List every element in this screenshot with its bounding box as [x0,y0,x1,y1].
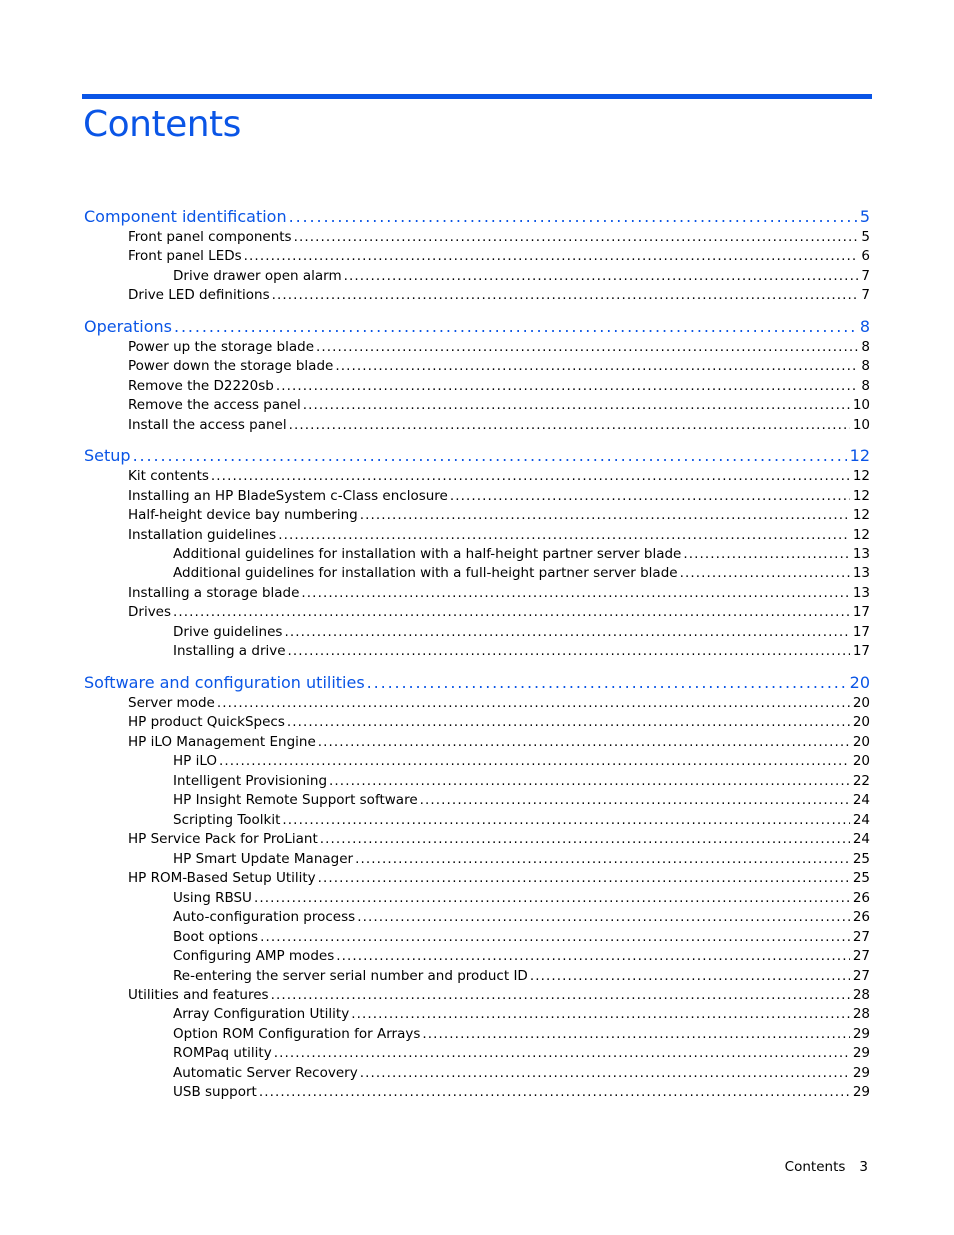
toc-section-entry[interactable] [173,812,870,830]
toc-entry-title: Front panel LEDs [128,248,242,264]
toc-dot-leader [320,831,850,847]
toc-entry-title: Configuring AMP modes [173,948,335,964]
toc-entry-title: Drive drawer open alarm [173,268,342,284]
toc-entry-page: 24 [852,812,870,828]
toc-section-entry[interactable] [173,851,870,869]
toc-entry-title: Power up the storage blade [128,339,315,355]
toc-entry-title: Server mode [128,695,215,711]
toc-entry-page: 5 [861,229,870,245]
toc-section-entry[interactable] [128,527,870,545]
toc-section-entry[interactable] [128,287,870,305]
toc-section-entry[interactable] [173,1026,870,1044]
toc-dot-leader [420,792,850,808]
toc-dot-leader [244,248,859,264]
toc-section-entry[interactable] [128,248,870,266]
toc-chapter-entry[interactable] [84,446,870,466]
toc-entry-title: Additional guidelines for installation with a half-height partner server blade [173,546,682,562]
toc-entry-page: 24 [852,831,870,847]
toc-entry-title: Utilities and features [128,987,269,1003]
toc-dot-leader [301,585,849,601]
toc-entry-page: 20 [852,695,870,711]
toc-section-entry[interactable] [173,792,870,810]
toc-entry-title: Remove the access panel [128,397,301,413]
toc-dot-leader [355,851,850,867]
toc-section-entry[interactable] [173,968,870,986]
toc-dot-leader [530,968,850,984]
toc-section-entry[interactable] [128,339,870,357]
toc-entry-title: Operations [84,317,172,336]
toc-entry-page: 7 [861,268,870,284]
toc-dot-leader [318,734,850,750]
toc-entry-title: Auto-configuration process [173,909,356,925]
toc-section-entry[interactable] [128,488,870,506]
toc-entry-title: Intelligent Provisioning [173,773,328,789]
toc-entry-title: Setup [84,446,131,465]
toc-dot-leader [357,909,850,925]
toc-dot-leader [173,604,850,620]
toc-entry-page: 28 [852,1006,870,1022]
toc-entry-page: 26 [852,909,870,925]
toc-section-entry[interactable] [128,585,870,603]
toc-entry-title: Installing a drive [173,643,286,659]
toc-entry-title: Installation guidelines [128,527,277,543]
toc-dot-leader [422,1026,849,1042]
toc-entry-title: Drive guidelines [173,624,283,640]
toc-dot-leader [133,446,847,465]
toc-dot-leader [289,207,857,226]
toc-section-entry[interactable] [128,358,870,376]
toc-entry-page: 27 [852,968,870,984]
toc-section-entry[interactable] [128,417,870,435]
toc-entry-page: 5 [859,207,870,226]
toc-entry-page: 13 [852,565,870,581]
toc-entry-title: Power down the storage blade [128,358,334,374]
toc-section-entry[interactable] [128,695,870,713]
toc-entry-title: Array Configuration Utility [173,1006,350,1022]
toc-entry-page: 13 [852,585,870,601]
toc-section-entry[interactable] [173,773,870,791]
toc-dot-leader [318,870,850,886]
toc-section-entry[interactable] [173,624,870,642]
toc-section-entry[interactable] [128,714,870,732]
toc-entry-page: 17 [852,624,870,640]
toc-entry-title: Component identification [84,207,287,226]
toc-entry-title: Option ROM Configuration for Arrays [173,1026,421,1042]
toc-entry-title: Remove the D2220sb [128,378,274,394]
toc-dot-leader [254,890,850,906]
footer-page-number: 3 [859,1159,868,1175]
toc-section-entry[interactable] [128,378,870,396]
toc-entry-title: USB support [173,1084,257,1100]
toc-section-entry[interactable] [173,890,870,908]
toc-section-entry[interactable] [128,397,870,415]
toc-section-entry[interactable] [173,753,870,771]
toc-entry-page: 8 [861,378,870,394]
toc-entry-title: HP iLO Management Engine [128,734,316,750]
toc-section-entry[interactable] [173,1084,870,1102]
toc-entry-title: Drive LED definitions [128,287,270,303]
toc-entry-page: 20 [852,714,870,730]
toc-dot-leader [360,507,850,523]
toc-entry-page: 27 [852,948,870,964]
toc-dot-leader [351,1006,850,1022]
toc-dot-leader [276,378,859,394]
toc-dot-leader [303,397,850,413]
toc-entry-page: 12 [852,527,870,543]
toc-dot-leader [288,643,850,659]
toc-entry-title: Scripting Toolkit [173,812,281,828]
toc-entry-page: 7 [861,287,870,303]
toc-section-entry[interactable] [173,565,870,583]
toc-entry-page: 17 [852,604,870,620]
toc-entry-page: 6 [861,248,870,264]
toc-entry-title: Additional guidelines for installation with a full-height partner server blade [173,565,678,581]
toc-entry-page: 20 [852,734,870,750]
toc-section-entry[interactable] [128,468,870,486]
toc-entry-title: Installing a storage blade [128,585,300,601]
toc-entry-title: HP iLO [173,753,218,769]
toc-entry-page: 8 [861,339,870,355]
toc-section-entry[interactable] [173,546,870,564]
toc-dot-leader [282,812,849,828]
toc-entry-title: HP Insight Remote Support software [173,792,418,808]
toc-entry-page: 29 [852,1084,870,1100]
toc-entry-page: 29 [852,1045,870,1061]
toc-entry-page: 27 [852,929,870,945]
toc-entry-page: 10 [852,417,870,433]
toc-entry-title: HP Smart Update Manager [173,851,354,867]
toc-entry-title: Front panel components [128,229,292,245]
toc-dot-leader [683,546,849,562]
toc-entry-page: 17 [852,643,870,659]
toc-entry-title: Automatic Server Recovery [173,1065,358,1081]
toc-section-entry[interactable] [128,987,870,1005]
toc-entry-page: 12 [852,488,870,504]
toc-entry-title: Install the access panel [128,417,287,433]
toc-dot-leader [680,565,850,581]
toc-dot-leader [284,624,849,640]
toc-section-entry[interactable] [128,734,870,752]
toc-dot-leader [260,929,850,945]
toc-section-entry[interactable] [173,948,870,966]
toc-entry-page: 22 [852,773,870,789]
toc-entry-title: ROMPaq utility [173,1045,272,1061]
toc-section-entry[interactable] [173,909,870,927]
toc-entry-page: 12 [852,507,870,523]
page-title: Contents [83,104,241,145]
toc-dot-leader [271,987,850,1003]
toc-section-entry[interactable] [128,507,870,525]
toc-entry-title: Re-entering the server serial number and product ID [173,968,528,984]
page-footer [785,1159,868,1175]
toc-dot-leader [336,948,850,964]
toc-dot-leader [329,773,850,789]
toc-entry-page: 24 [852,792,870,808]
toc-dot-leader [274,1045,850,1061]
toc-dot-leader [294,229,859,245]
toc-dot-leader [367,673,847,692]
toc-entry-page: 26 [852,890,870,906]
toc-section-entry[interactable] [173,643,870,661]
toc-dot-leader [360,1065,850,1081]
toc-entry-title: Kit contents [128,468,209,484]
toc-chapter-entry[interactable] [84,317,870,337]
toc-chapter-entry[interactable] [84,207,870,227]
toc-section-entry[interactable] [128,870,870,888]
toc-dot-leader [278,527,850,543]
toc-entry-page: 25 [852,851,870,867]
toc-entry-title: HP ROM-Based Setup Utility [128,870,316,886]
toc-entry-title: Drives [128,604,172,620]
toc-entry-page: 12 [852,468,870,484]
toc-dot-leader [272,287,859,303]
toc-entry-title: Boot options [173,929,259,945]
toc-section-entry[interactable] [173,929,870,947]
toc-section-entry[interactable] [128,831,870,849]
toc-dot-leader [219,753,850,769]
toc-chapter-entry[interactable] [84,673,870,693]
toc-entry-title: Software and configuration utilities [84,673,365,692]
toc-entry-page: 25 [852,870,870,886]
toc-section-entry[interactable] [173,1006,870,1024]
toc-entry-title: Half-height device bay numbering [128,507,358,523]
toc-dot-leader [174,317,857,336]
toc-dot-leader [450,488,850,504]
toc-dot-leader [259,1084,850,1100]
header-rule [82,94,872,99]
toc-entry-title: HP Service Pack for ProLiant [128,831,318,847]
toc-entry-page: 28 [852,987,870,1003]
toc-section-entry[interactable] [173,1045,870,1063]
toc-dot-leader [335,358,858,374]
toc-entry-page: 20 [852,753,870,769]
toc-entry-page: 20 [849,673,870,692]
toc-entry-page: 29 [852,1065,870,1081]
footer-label: Contents [784,1159,846,1175]
toc-entry-page: 8 [859,317,870,336]
toc-section-entry[interactable] [128,604,870,622]
toc-section-entry[interactable] [173,268,870,286]
toc-entry-page: 8 [861,358,870,374]
toc-entry-page: 29 [852,1026,870,1042]
toc-dot-leader [316,339,858,355]
toc-dot-leader [344,268,859,284]
toc-entry-title: Using RBSU [173,890,252,906]
toc-dot-leader [217,695,850,711]
toc-entry-title: Installing an HP BladeSystem c-Class enclosure [128,488,448,504]
toc-entry-title: HP product QuickSpecs [128,714,285,730]
toc-dot-leader [211,468,850,484]
toc-section-entry[interactable] [173,1065,870,1083]
toc-entry-page: 12 [849,446,870,465]
toc-entry-page: 10 [852,397,870,413]
toc-section-entry[interactable] [128,229,870,247]
toc-entry-page: 13 [852,546,870,562]
toc-dot-leader [289,417,850,433]
toc-dot-leader [287,714,850,730]
